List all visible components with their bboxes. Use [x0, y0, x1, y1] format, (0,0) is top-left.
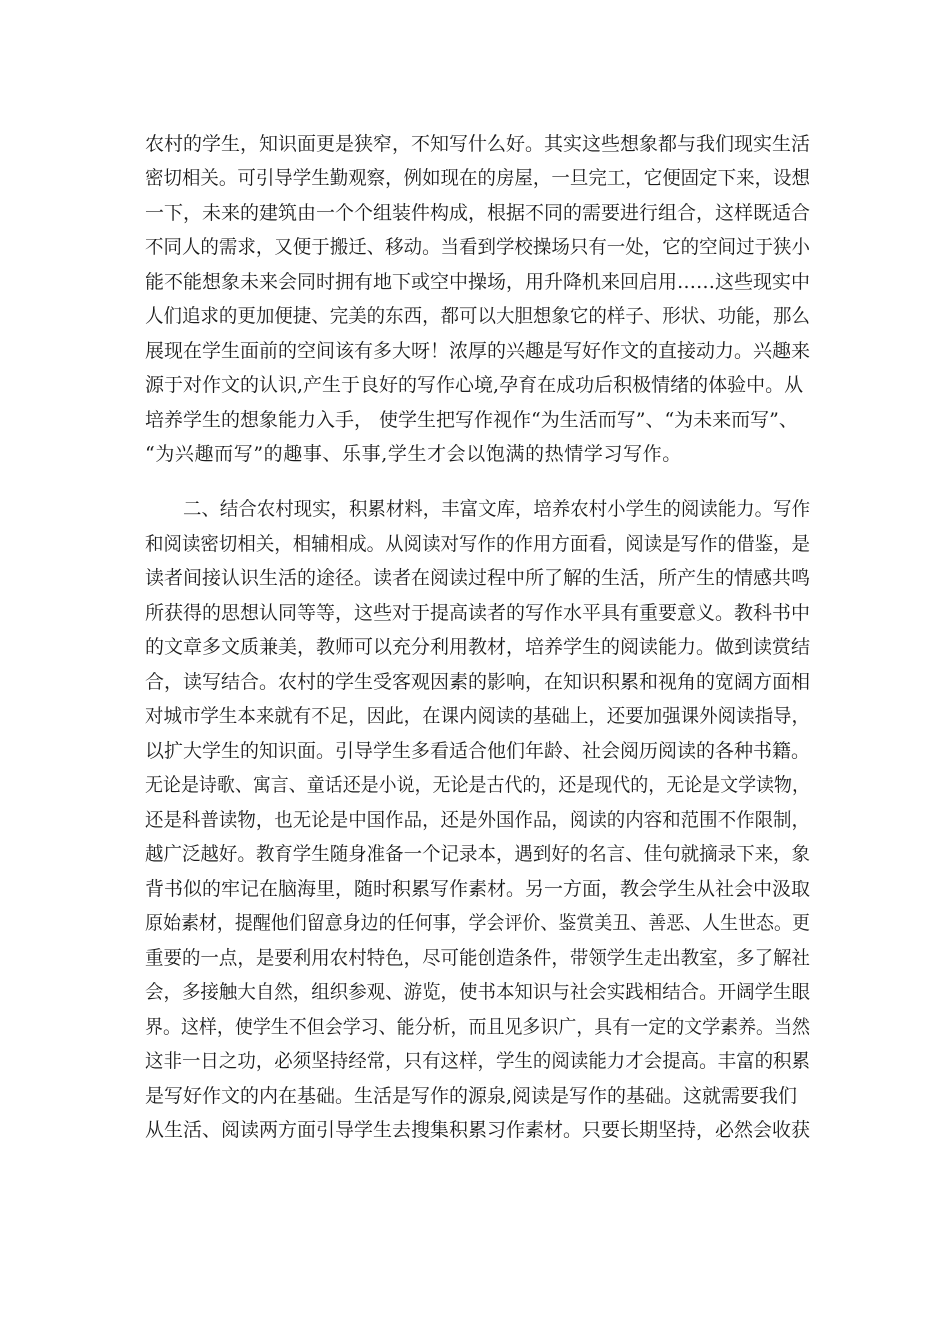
- text-line: 无论是诗歌、寓言、童话还是小说，无论是古代的，还是现代的，无论是文学读物，: [145, 774, 810, 796]
- text-line: 所获得的思想认同等等，这些对于提高读者的写作水平具有重要意义。教科书中: [145, 602, 811, 624]
- text-line: 农村的学生，知识面更是狭窄，不知写什么好。其实这些想象都与我们现实生活: [145, 133, 811, 155]
- text-line: 和阅读密切相关，相辅相成。从阅读对写作的作用方面看，阅读是写作的借鉴，是: [145, 533, 810, 555]
- text-line: 重要的一点，是要利用农村特色，尽可能创造条件，带领学生走出教室，多了解社: [145, 947, 810, 969]
- text-line: 培养学生的想象能力入手， 使学生把写作视作“为生活而写”、“为未来而写”、: [145, 409, 798, 431]
- text-line: 的文章多文质兼美，教师可以充分利用教材，培养学生的阅读能力。做到读赏结: [145, 636, 811, 658]
- text-line: 越广泛越好。教育学生随身准备一个记录本，遇到好的名言、佳句就摘录下来，象: [145, 843, 810, 865]
- text-line: 原始素材，提醒他们留意身边的任何事，学会评价、鉴赏美丑、善恶、人生世态。更: [145, 912, 810, 934]
- text-line: 读者间接认识生活的途径。读者在阅读过程中所了解的生活，所产生的情感共鸣: [145, 567, 811, 589]
- paragraph-start-line: 二、结合农村现实，积累材料，丰富文库，培养农村小学生的阅读能力。写作: [183, 498, 811, 520]
- text-line: 还是科普读物，也无论是中国作品，还是外国作品，阅读的内容和范围不作限制，: [145, 809, 810, 831]
- text-line: 以扩大学生的知识面。引导学生多看适合他们年龄、社会阅历阅读的各种书籍。: [145, 740, 811, 762]
- text-line: 密切相关。可引导学生勤观察，例如现在的房屋，一旦完工，它便固定下来，设想: [145, 167, 810, 189]
- text-line: 这非一日之功，必须坚持经常，只有这样，学生的阅读能力才会提高。丰富的积累: [145, 1050, 810, 1072]
- text-line: 一下，未来的建筑由一个个组装件构成，根据不同的需要进行组合，这样既适合: [145, 202, 811, 224]
- text-line: 源于对作文的认识,产生于良好的写作心境,孕育在成功后积极情绪的体验中。从: [145, 374, 804, 396]
- text-line: 是写好作文的内在基础。生活是写作的源泉,阅读是写作的基础。这就需要我们: [145, 1085, 798, 1107]
- text-line: “为兴趣而写”的趣事、乐事,学生才会以饱满的热情学习写作。: [145, 443, 682, 465]
- text-line: 不同人的需求，又便于搬迁、移动。当看到学校操场只有一处，它的空间过于狭小: [145, 236, 810, 258]
- text-line: 人们追求的更加便捷、完美的东西，都可以大胆想象它的样子、形状、功能，那么: [145, 305, 810, 327]
- text-line: 会，多接触大自然，组织参观、游览，使书本知识与社会实践相结合。开阔学生眼: [145, 981, 810, 1003]
- text-line: 展现在学生面前的空间该有多大呀！浓厚的兴趣是写好作文的直接动力。兴趣来: [145, 340, 811, 362]
- text-line: 界。这样，使学生不但会学习、能分析，而且见多识广，具有一定的文学素养。当然: [145, 1016, 810, 1038]
- text-line: 能不能想象未来会同时拥有地下或空中操场，用升降机来回启用……这些现实中: [145, 271, 811, 293]
- text-line: 对城市学生本来就有不足，因此，在课内阅读的基础上，还要加强课外阅读指导，: [145, 705, 810, 727]
- text-line: 从生活、阅读两方面引导学生去搜集积累习作素材。只要长期坚持，必然会收获: [145, 1119, 811, 1141]
- text-line: 合，读写结合。农村的学生受客观因素的影响，在知识积累和视角的宽阔方面相: [145, 671, 811, 693]
- text-line: 背书似的牢记在脑海里，随时积累写作素材。另一方面，教会学生从社会中汲取: [145, 878, 811, 900]
